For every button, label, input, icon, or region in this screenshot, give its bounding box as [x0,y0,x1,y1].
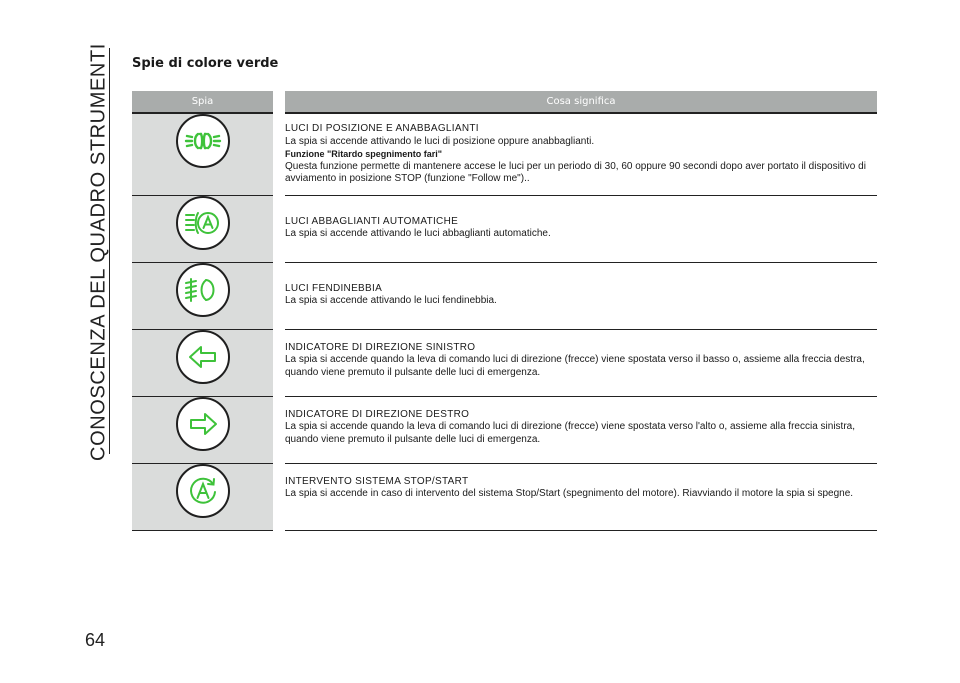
icon-cell [132,195,279,262]
light-description: La spia si accende quando la leva di comando luci di direzione (frecce) viene spostata verso l'alto o, assieme alla freccia sinistra, quando viene premuto il pulsante delle luci di emergenza. [285,421,855,445]
table-row [132,262,877,329]
warning-lights-table [132,91,877,531]
icon-cell [132,262,279,329]
description-cell [279,195,877,262]
table-row [132,396,877,463]
header-meaning: Cosa significa [279,91,877,113]
description-cell [279,396,877,463]
table-row [132,329,877,396]
light-title: INTERVENTO SISTEMA STOP/START [285,475,469,487]
stop-start-icon [176,464,230,518]
fog-lights-icon [176,263,230,317]
table-row [132,195,877,262]
light-description: La spia si accende quando la leva di comando luci di direzione (frecce) viene spostata verso il basso o, assieme alla freccia destra, quando viene premuto il pulsante delle luci di emergenza. [285,354,865,378]
light-title: LUCI FENDINEBBIA [285,282,383,294]
side-section-title-text: CONOSCENZA DEL QUADRO STRUMENTI [87,43,110,461]
function-subtitle: Funzione "Ritardo spegnimento fari" [285,149,443,159]
light-title: LUCI DI POSIZIONE E ANABBAGLIANTI [285,123,479,134]
position-lights-icon [176,114,230,168]
description-cell [279,329,877,396]
table-row [132,463,877,530]
page-number: 64 [85,630,106,650]
function-description: Questa funzione permette di mantenere accese le luci per un periodo di 30, 60 oppure 90 secondi dopo aver portato il dispositivo di avviamento in posizione STOP (funzione "Follow me").. [285,160,866,184]
light-title: LUCI ABBAGLIANTI AUTOMATICHE [285,215,459,227]
header-spia: Spia [132,91,279,113]
description-cell [279,262,877,329]
light-description: La spia si accende attivando le luci abbaglianti automatiche. [285,228,551,239]
automatic-high-beam-icon [176,196,230,250]
section-title: Spie di colore verde [132,56,279,71]
light-title: INDICATORE DI DIREZIONE SINISTRO [285,341,476,353]
icon-cell [132,463,279,530]
right-turn-arrow-icon [176,397,230,451]
description-cell [279,113,877,195]
light-description: La spia si accende attivando le luci fendinebbia. [285,295,497,306]
side-divider [109,48,110,454]
light-description: La spia si accende attivando le luci di posizione oppure anabbaglianti. [285,135,595,147]
table-header-row [132,91,877,113]
table-row [132,113,877,195]
icon-cell [132,113,279,195]
icon-cell [132,329,279,396]
left-turn-arrow-icon [176,330,230,384]
description-cell [279,463,877,530]
icon-cell [132,396,279,463]
light-description: La spia si accende in caso di intervento del sistema Stop/Start (spegnimento del motore). Riavviando il motore la spia si spegne. [285,488,854,499]
light-title: INDICATORE DI DIREZIONE DESTRO [285,408,470,420]
